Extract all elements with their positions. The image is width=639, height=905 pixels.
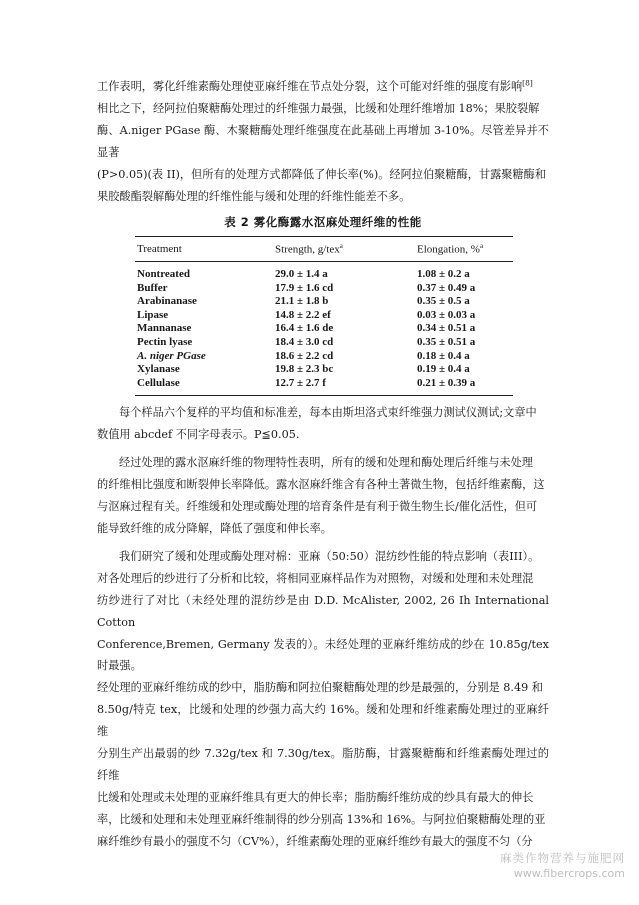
cell-treatment: Lipase: [137, 308, 169, 321]
cell-treatment: Xylanase: [137, 363, 180, 376]
header-footnote-mark: a: [339, 242, 343, 251]
table-row: [135, 262, 513, 282]
cell-strength: 18.4 ± 3.0 cd: [275, 336, 334, 349]
table-caption: 表 2 雾化酶露水沤麻处理纤维的性能: [224, 215, 422, 230]
paragraph-line: 与沤麻过程有关。纤维缓和处理或酶处理的培育条件是有利于微生物生长/催化活性，但可: [97, 500, 538, 514]
cell-elongation: 0.34 ± 0.51 a: [417, 322, 476, 335]
cell-elongation: 0.35 ± 0.5 a: [417, 295, 470, 308]
watermark-site-name: 麻类作物营养与施肥网: [500, 851, 625, 865]
cell-strength: 17.9 ± 1.6 cd: [275, 281, 334, 294]
document-body: [97, 76, 549, 853]
cell-elongation: 0.35 ± 0.51 a: [417, 336, 476, 349]
cell-elongation: 0.37 ± 0.49 a: [417, 281, 476, 294]
header-treatment: Treatment: [135, 237, 275, 262]
paragraph-line: 酶、A.niger PGase 酶、木聚糖酶处理纤维强度在此基础上再增加 3-10%。尽管差异并不显著: [97, 123, 549, 159]
cell-strength: 29.0 ± 1.4 a: [275, 268, 328, 281]
header-strength: Strength, g/tex$^a$: [275, 237, 417, 262]
table-header-row: [135, 237, 513, 262]
paragraph-line: Conference,Bremen, Germany 发表的）。未经处理的亚麻纤维纺成的纱在 10.85g/tex 时最强。: [97, 637, 549, 673]
paragraph-line: 的纤维相比强度和断裂伸长率降低。露水沤麻纤维含有各种土著微生物，包括纤维素酶，这: [97, 478, 545, 492]
paragraph-line: 对各处理后的纱进行了分析和比较，将相同亚麻样品作为对照物，对缓和处理和未处理混: [97, 571, 534, 585]
paragraph-line: 分别生产出最弱的纱 7.32g/tex 和 7.30g/tex。脂肪酶，甘露聚糖酶和纤维素酶处理过的纤维: [97, 747, 549, 782]
table-row: [135, 322, 513, 336]
paragraph-line: 麻纤维纱有最小的强度不匀（CV%），纤维素酶处理的亚麻纤维纱有最大的强度不匀（分: [97, 834, 533, 848]
cell-treatment: Mannanase: [137, 322, 192, 335]
results-table: [135, 236, 513, 396]
paragraph-line: 纺纱进行了对比（未经处理的混纺纱是由 D.D. McAlister, 2002, 26 Ih International Cotton: [97, 593, 549, 629]
table-row: [135, 363, 513, 377]
citation-reference[interactable]: [8]: [522, 78, 533, 88]
paragraph-line: 经处理的亚麻纤维纺成的纱中，脂肪酶和阿拉伯聚糖酶处理的纱是最强的，分别是 8.49 和: [97, 681, 543, 695]
paragraph-yarn-study: [97, 546, 549, 853]
site-watermark: [500, 851, 625, 881]
table-row: [135, 377, 513, 396]
cell-elongation: 0.21 ± 0.39 a: [417, 377, 513, 396]
paragraph-line: 能导致纤维的成分降解，降低了强度和伸长率。: [97, 521, 332, 535]
cell-strength: 14.8 ± 2.2 ef: [275, 308, 331, 321]
cell-elongation: 0.19 ± 0.4 a: [417, 363, 470, 376]
table-row: [135, 350, 513, 364]
cell-elongation: 0.03 ± 0.03 a: [417, 308, 476, 321]
cell-strength: 21.1 ± 1.8 b: [275, 295, 329, 308]
paragraph-line: 数值用 abcdef 不同字母表示。P≦0.05.: [97, 428, 300, 442]
paragraph-line: (P>0.05)(表 II)，但所有的处理方式都降低了伸长率(%)。经阿拉伯聚糖酶，甘露聚糖酶和: [97, 167, 547, 181]
paragraph-line: 率，比缓和处理和未处理亚麻纤维制得的纱分别高 13%和 16%。与阿拉伯聚糖酶处理的亚: [97, 812, 546, 826]
paragraph-line: 相比之下，经阿拉伯聚糖酶处理过的纤维强力最强，比缓和处理纤维增加 18%；果胶裂解: [97, 101, 540, 115]
cell-strength: 16.4 ± 1.6 de: [275, 322, 334, 335]
cell-strength: 19.8 ± 2.3 bc: [275, 363, 334, 376]
paragraph-intro: [97, 76, 549, 207]
paragraph-line: 比缓和处理或未处理的亚麻纤维具有更大的伸长率；脂肪酶纤维纺成的纱具有最大的伸长: [97, 790, 534, 804]
table-row: [135, 336, 513, 350]
table-row: [135, 282, 513, 296]
cell-elongation: 1.08 ± 0.2 a: [417, 268, 470, 281]
cell-strength: 18.6 ± 2.2 cd: [275, 349, 334, 362]
cell-treatment: Nontreated: [137, 268, 190, 281]
cell-treatment: Arabinanase: [137, 295, 197, 308]
watermark-url: www.fibercrops.com: [513, 867, 625, 880]
cell-strength: 12.7 ± 2.7 f: [275, 377, 417, 396]
paragraph-line: 每个样品六个复样的平均值和标准差，每本由斯坦洛式束纤维强力测试仪测试;文章中: [119, 406, 537, 420]
paragraph-line: 果胶酸酯裂解酶处理的纤维性能与缓和处理的纤维性能差不多。: [97, 189, 411, 203]
cell-treatment: Cellulase: [135, 377, 275, 396]
cell-treatment: Pectin lyase: [137, 336, 193, 349]
paragraph-physical-properties: [97, 452, 549, 540]
header-footnote-mark: a: [479, 242, 484, 251]
header-elongation: Elongation, %$^a$: [417, 237, 513, 262]
cell-treatment: A. niger PGase: [137, 349, 206, 362]
paragraph-line: 经过处理的露水沤麻纤维的物理特性表明，所有的缓和处理和酶处理后纤维与未处理: [119, 456, 533, 470]
paragraph-table-note: [97, 402, 549, 446]
cell-elongation: 0.18 ± 0.4 a: [417, 349, 470, 362]
table-row: [135, 309, 513, 323]
paragraph-line: 我们研究了缓和处理或酶处理对棉：亚麻（50:50）混纺纱性能的特点影响（表III）。: [119, 549, 540, 563]
table-row: [135, 295, 513, 309]
paragraph-line: 工作表明，雾化纤维素酶处理使亚麻纤维在节点处分裂，这个可能对纤维的强度有影响: [97, 80, 523, 93]
paragraph-line: 8.50g/特克 tex，比缓和处理的纱强力高大约 16%。缓和处理和纤维素酶处理过的亚麻纤维: [97, 703, 549, 739]
cell-treatment: Buffer: [137, 281, 168, 294]
results-table-container: [135, 236, 513, 396]
